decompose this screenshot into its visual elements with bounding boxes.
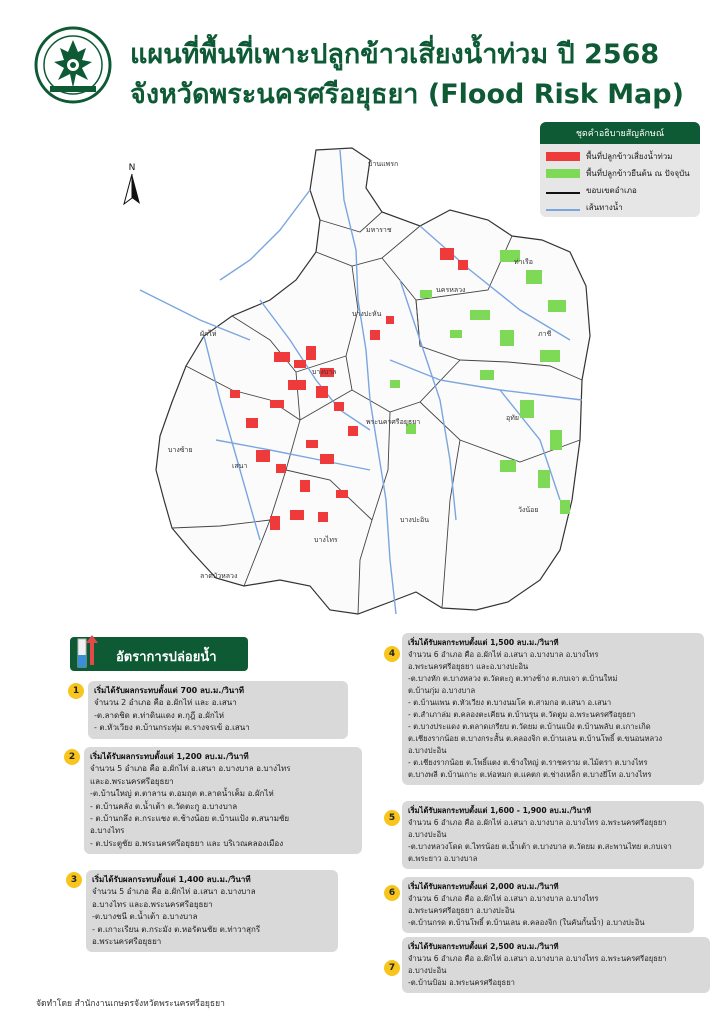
stage-4-box [402,633,704,785]
stage-line: -ต.บ้านกรด ต.บ้านโพธิ์ ต.บ้านเลน ต.คลองจิก (ในคันกั้นน้ำ) อ.บางปะอิน [408,918,645,927]
stage-line: -ต.บางชนี ต.น้ำเต้า อ.บางบาล [92,912,198,922]
map-title-line2: จังหวัดพระนครศรีอยุธยา (Flood Risk Map) [130,79,684,110]
water-gauge-icon [74,631,102,669]
stage-line: - ต.บ้านกลึง ต.กระแชง ต.ช้างน้อย ต.บ้านแป้ง ต.สนามชัย [90,814,290,824]
legend-label: พื้นที่ปลูกข้าวเสี่ยงน้ำท่วม [586,152,673,161]
stage-number-badge: 5 [384,810,400,826]
stage-number-badge: 4 [384,646,400,662]
stage-heading: เริ่มได้รับผลกระทบตั้งแต่ 1,600 - 1,900 ลบ.ม./วินาที [408,806,591,815]
stage-5-box [402,801,704,869]
stage-line: ต.พระยาว อ.บางบาล [408,854,478,863]
stage-line: - ต.บ้านคลัง ต.น้ำเต้า ต.วัดตะกู อ.บางบาล [90,801,238,811]
stage-line: -ต.บางหัก ต.บางหลวง ต.วัดตะกู ต.ทางช้าง ต.กบเจา ต.บ้านใหม่ [408,674,618,683]
district-label: ภาชี [538,330,552,338]
district-label: เสนา [232,462,248,470]
stage-line: -ต.ลาดชิด ต.ท่าดินแดง ต.กุฎี อ.ผักไห่ [94,710,225,720]
district-label: บ้านแพรก [368,160,399,168]
section-title: อัตราการปล่อยน้ำ [116,650,217,665]
stage-heading: เริ่มได้รับผลกระทบตั้งแต่ 1,200 ลบ.ม./วินาที [90,752,249,761]
district-label: นครหลวง [436,286,466,294]
stage-3-box [86,870,338,952]
stage-line: - ต.สำเภาล่ม ต.คลองตะเคียน ต.บ้านรุน ต.วัดตูม อ.พระนครศรีอยุธยา [408,710,636,719]
province-outline [156,148,590,614]
district-label: บางบาล [312,368,337,376]
stage-line: อ.บางปะอิน [408,830,447,839]
district-label: พระนครศรีอยุธยา [366,418,421,426]
stage-line: จำนวน 6 อำเภอ คือ อ.ผักไห่ อ.เสนา อ.บางบาล อ.บางไทร อ.พระนครศรีอยุธยา [408,818,667,827]
stage-heading: เริ่มได้รับผลกระทบตั้งแต่ 1,400 ลบ.ม./วินาที [92,875,251,884]
stage-line: อ.บางปะอิน [408,746,447,755]
stage-line: จำนวน 2 อำเภอ คือ อ.ผักไห่ และ อ.เสนา [94,698,237,708]
stage-line: จำนวน 6 อำเภอ คือ อ.ผักไห่ อ.เสนา อ.บางบาล อ.บางไทร [408,894,599,903]
stage-line: - ต.เกาะเรียน ต.กระมัง ต.หอรัตนชัย ต.ท่าวาสุกรี [92,924,261,934]
stage-number-badge: 3 [66,872,82,888]
stage-line: อ.พระนครศรีอยุธยา และอ.บางปะอิน [408,662,529,671]
stage-line: อ.บางไทร [90,826,125,836]
district-label: บางไทร [314,536,338,544]
stage-line: - ต.บ้านแพน ต.หัวเวียง ต.บางนมโค ต.สามกอ ต.เสนา อ.เสนา [408,698,612,707]
stage-line: อ.พระนครศรีอยุธยา [92,937,162,947]
district-label: บางปะอิน [400,516,429,524]
stage-line: อ.บางปะอิน [408,966,447,975]
release-rate-heading [70,637,248,671]
district-label: อุทัย [506,414,519,422]
stage-1-box [88,681,348,739]
stage-heading: เริ่มได้รับผลกระทบตั้งแต่ 1,500 ลบ.ม./วินาที [408,638,559,647]
stage-6-box [402,877,694,933]
legend-label: ขอบเขตอำเภอ [586,186,637,195]
stage-heading: เริ่มได้รับผลกระทบตั้งแต่ 2,000 ลบ.ม./วินาที [408,882,559,891]
stage-number-badge: 6 [384,885,400,901]
stage-heading: เริ่มได้รับผลกระทบตั้งแต่ 700 ลบ.ม./วินาที [94,686,244,695]
stage-line: จำนวน 5 อำเภอ คือ อ.ผักไห่ อ.เสนา อ.บางบาล อ.บางไทร [90,764,291,774]
legend-label: พื้นที่ปลูกข้าวยืนต้น ณ ปัจจุบัน [586,169,690,178]
stage-line: -ต.บ้านใหญ่ ต.ตาลาน ต.อมฤต ต.ลาดน้ำเค็ม อ.ผักไห่ [90,789,274,799]
stage-line: อ.บางไทร และอ.พระนครศรีอยุธยา [92,899,213,909]
agency-seal-logo [34,26,112,104]
stage-line: - ต.เชียงรากน้อย ต.โพธิ์แตง ต.ช้างใหญ่ ต.ราชคราม ต.ไม้ตรา ต.บางไทร [408,758,648,767]
district-label: ท่าเรือ [514,258,533,266]
north-label: N [128,163,136,173]
stage-line: อ.พระนครศรีอยุธยา อ.บางปะอิน [408,906,515,915]
stage-number-badge: 7 [384,960,400,976]
stage-line: จำนวน 6 อำเภอ คือ อ.ผักไห่ อ.เสนา อ.บางบาล อ.บางไทร [408,650,599,659]
stage-line: - ต.ประตูชัย อ.พระนครศรีอยุธยา และ บริเวณคลองเมือง [90,838,284,848]
stage-7-box [402,937,710,993]
stage-number-badge: 1 [68,683,84,699]
stage-line: - ต.หัวเวียง ต.บ้านกระทุ่ม ต.รางจรเข้ อ.เสนา [94,723,250,733]
stage-heading: เริ่มได้รับผลกระทบตั้งแต่ 2,500 ลบ.ม./วินาที [408,942,559,951]
footer-credit: จัดทำโดย สำนักงานเกษตรจังหวัดพระนครศรีอยุธยา [36,999,225,1009]
stage-line: จำนวน 6 อำเภอ คือ อ.ผักไห่ อ.เสนา อ.บางบาล อ.บางไทร อ.พระนครศรีอยุธยา [408,954,667,963]
stage-line: ต.บางพลี ต.บ้านเกาะ ต.ห่อหมก ต.แคตก ต.ช่างเหล็ก ต.บางยี่โท อ.บางไทร [408,770,652,779]
stage-line: -ต.บ้านป้อม อ.พระนครศรีอยุธยา [408,978,515,987]
stage-line: ต.บ้านกุ่ม อ.บางบาล [408,686,476,695]
stage-line: และอ.พระนครศรีอยุธยา [90,776,174,786]
legend-heading: ชุดคำอธิบายสัญลักษณ์ [540,122,700,144]
province-map [120,140,600,620]
district-label: มหาราช [366,226,392,234]
district-label: บางซ้าย [168,446,193,454]
map-title-line1: แผนที่พื้นที่เพาะปลูกข้าวเสี่ยงน้ำท่วม ปี 2568 [130,39,660,70]
stage-line: - ต.บางประแดง ต.ตลาดเกรียบ ต.วัดยม ต.บ้านแป้ง ต.บ้านพลับ ต.เกาะเกิด [408,722,651,731]
legend-label: เส้นทางน้ำ [586,203,623,212]
district-label: วังน้อย [518,506,539,514]
stage-2-box [84,747,362,854]
stage-line: ต.เชียงรากน้อย ต.บางกระสั้น ต.คลองจิก ต.บ้านเลน ต.บ้านโพธิ์ ต.ขนอนหลวง [408,734,663,743]
district-label: ผักไห่ [200,330,217,338]
stage-number-badge: 2 [64,749,80,765]
district-label: ลาดบัวหลวง [200,572,238,580]
stage-line: -ต.บางหลวงโดด ต.ไทรน้อย ต.น้ำเต้า ต.บางบาล ต.วัดยม ต.สะพานไทย ต.กบเจา [408,842,672,851]
district-label: บางปะหัน [352,310,382,318]
stage-line: จำนวน 5 อำเภอ คือ อ.ผักไห่ อ.เสนา อ.บางบาล [92,887,256,897]
